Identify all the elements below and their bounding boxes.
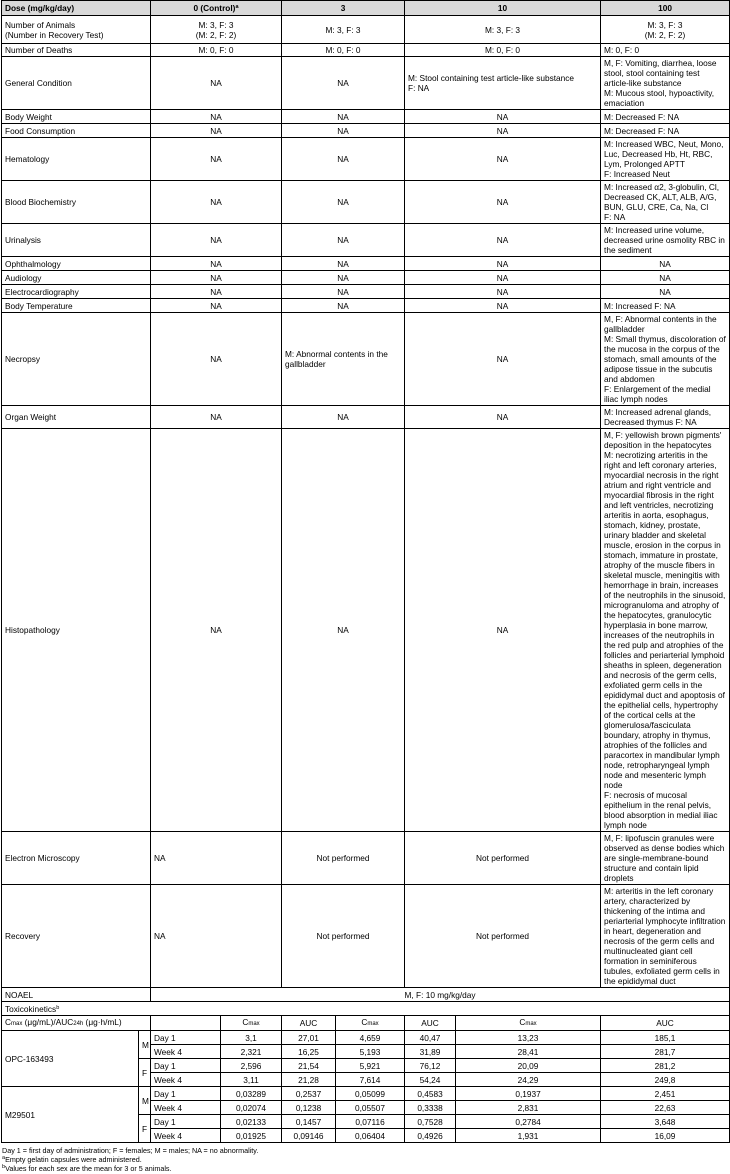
value-dose-100: M, F: Abnormal contents in the gallbladder M: Small thymus, discoloration of the mucosa in the corpus of the stomach, small amounts of the adipose tissue in the subcutis and abdomen F: Enlargement of the medial iliac lymph nodes — [601, 313, 730, 406]
tk-blank-cell — [151, 1016, 221, 1031]
tk-value: 5,921 — [336, 1059, 405, 1073]
row-necropsy — [2, 313, 730, 406]
row-label: Body Temperature — [2, 299, 151, 313]
tk-value: 4,659 — [336, 1031, 405, 1045]
row-em — [2, 832, 730, 885]
tk-value: 2,451 — [601, 1087, 730, 1101]
value-dose-3: NA — [282, 271, 405, 285]
row-label: Food Consumption — [2, 124, 151, 138]
header-dose-100: 100 — [601, 1, 730, 16]
value-dose-0: NA — [151, 138, 282, 181]
tk-value: 0,1238 — [282, 1101, 336, 1115]
tk-value: 13,23 — [456, 1031, 601, 1045]
tk-value: 1,931 — [456, 1129, 601, 1143]
timepoint-label: Week 4 — [151, 1129, 221, 1143]
tk-value: 76,12 — [405, 1059, 456, 1073]
sex-label: F — [139, 1115, 151, 1143]
compound-name: OPC-163493 — [2, 1031, 139, 1087]
tk-value: 54,24 — [405, 1073, 456, 1087]
timepoint-label: Week 4 — [151, 1045, 221, 1059]
tk-value: 20,09 — [456, 1059, 601, 1073]
tk-value: 249,8 — [601, 1073, 730, 1087]
tk-value: 0,2537 — [282, 1087, 336, 1101]
value-dose-10: Not performed — [405, 885, 601, 988]
value-dose-100: NA — [601, 271, 730, 285]
header-row — [2, 1, 730, 16]
value-dose-10: NA — [405, 313, 601, 406]
value-dose-0: NA — [151, 224, 282, 257]
value-dose-100: NA — [601, 285, 730, 299]
value-dose-100: M: 3, F: 3 (M: 2, F: 2) — [601, 16, 730, 44]
tk-cmax-header: Cmax — [456, 1016, 601, 1031]
tk-value: 40,47 — [405, 1031, 456, 1045]
row-label: NOAEL — [2, 988, 151, 1002]
tk-value: 0,06404 — [336, 1129, 405, 1143]
toxicokinetics-title: Toxicokinetics$^b$ — [2, 1002, 730, 1016]
tk-value: 0,4583 — [405, 1087, 456, 1101]
value-dose-100: M: arteritis in the left coronary artery, characterized by thickening of the intima and periarterial lymphocyte infiltration in heart, degeneration and necrosis of the germ cells and multinucleated giant cell formation in seminiferous tubules, exfoliated germ cells in the epididymal duct — [601, 885, 730, 988]
footnote-2: $^a$Empty gelatin capsules were administered. — [2, 1155, 142, 1165]
row-animals — [2, 16, 730, 44]
value-dose-10: NA — [405, 181, 601, 224]
row-label: Ophthalmology — [2, 257, 151, 271]
value-dose-0: NA — [151, 429, 282, 832]
tk-value: 0,3338 — [405, 1101, 456, 1115]
value-dose-3: NA — [282, 181, 405, 224]
value-dose-0: NA — [151, 257, 282, 271]
value-dose-100: M: Increased F: NA — [601, 299, 730, 313]
value-dose-10: NA — [405, 285, 601, 299]
tk-value: 3,1 — [221, 1031, 282, 1045]
value-dose-100: M: 0, F: 0 — [601, 44, 730, 57]
row-label: Body Weight — [2, 110, 151, 124]
tk-value: 16,09 — [601, 1129, 730, 1143]
tk-value: 0,01925 — [221, 1129, 282, 1143]
footnote-1: Day 1 = first day of administration; F = females; M = males; NA = no abnormality. — [2, 1146, 259, 1155]
row-label: Number of Deaths — [2, 44, 151, 57]
row-label: Urinalysis — [2, 224, 151, 257]
tk-value: 0,05507 — [336, 1101, 405, 1115]
value-dose-10: NA — [405, 271, 601, 285]
value-dose-10: M: 3, F: 3 — [405, 16, 601, 44]
row-deaths — [2, 44, 730, 57]
tk-value: 0,1457 — [282, 1115, 336, 1129]
tk-cmax-header: Cmax — [336, 1016, 405, 1031]
noael-value: M, F: 10 mg/kg/day — [151, 988, 730, 1002]
tk-value: 2,831 — [456, 1101, 601, 1115]
row-food — [2, 124, 730, 138]
value-dose-10: NA — [405, 257, 601, 271]
timepoint-label: Day 1 — [151, 1031, 221, 1045]
value-dose-3: NA — [282, 406, 405, 429]
tk-value: 0,03289 — [221, 1087, 282, 1101]
tk-value: 0,02133 — [221, 1115, 282, 1129]
footnotes — [2, 1146, 730, 1174]
tk-value: 24,29 — [456, 1073, 601, 1087]
header-dose-3: 3 — [282, 1, 405, 16]
value-dose-3: M: Abnormal contents in the gallbladder — [282, 313, 405, 406]
value-dose-0: NA — [151, 406, 282, 429]
row-biochem — [2, 181, 730, 224]
header-dose-10: 10 — [405, 1, 601, 16]
value-dose-0: NA — [151, 110, 282, 124]
value-dose-0: NA — [151, 57, 282, 110]
tk-value: 0,02074 — [221, 1101, 282, 1115]
value-dose-100: M: Increased urine volume, decreased urine osmolity RBC in the sediment — [601, 224, 730, 257]
timepoint-label: Day 1 — [151, 1115, 221, 1129]
value-dose-10: NA — [405, 138, 601, 181]
row-urine — [2, 224, 730, 257]
value-dose-100: M: Increased WBC, Neut, Mono, Luc, Decreased Hb, Ht, RBC, Lym, Prolonged APTT F: Increased Neut — [601, 138, 730, 181]
value-dose-100: M: Decreased F: NA — [601, 110, 730, 124]
row-recovery — [2, 885, 730, 988]
value-dose-0: NA — [151, 124, 282, 138]
timepoint-label: Day 1 — [151, 1059, 221, 1073]
timepoint-label: Week 4 — [151, 1101, 221, 1115]
row-general — [2, 57, 730, 110]
value-dose-3: Not performed — [282, 885, 405, 988]
value-dose-10: NA — [405, 224, 601, 257]
value-dose-3: NA — [282, 285, 405, 299]
header-dose-label: Dose (mg/kg/day) — [2, 1, 151, 16]
tk-value: 0,2784 — [456, 1115, 601, 1129]
row-label: Number of Animals (Number in Recovery Test) — [2, 16, 151, 44]
value-dose-3: NA — [282, 429, 405, 832]
tk-value: 31,89 — [405, 1045, 456, 1059]
tk-value: 16,25 — [282, 1045, 336, 1059]
tk-value: 0,09146 — [282, 1129, 336, 1143]
row-ecg — [2, 285, 730, 299]
tk-value: 5,193 — [336, 1045, 405, 1059]
value-dose-100: M: Decreased F: NA — [601, 124, 730, 138]
row-temp — [2, 299, 730, 313]
compound-name: M29501 — [2, 1087, 139, 1143]
tk-value: 185,1 — [601, 1031, 730, 1045]
value-dose-10: M: Stool containing test article-like substance F: NA — [405, 57, 601, 110]
value-dose-100: M: Increased α2, 3-globulin, Cl, Decreased CK, ALT, ALB, A/G, BUN, GLU, CRE, Ca, Na, Cl F: NA — [601, 181, 730, 224]
tk-row — [2, 1031, 730, 1045]
row-label: Necropsy — [2, 313, 151, 406]
timepoint-label: Week 4 — [151, 1073, 221, 1087]
row-label: Electrocardiography — [2, 285, 151, 299]
row-label: General Condition — [2, 57, 151, 110]
tk-cmax-header: Cmax — [221, 1016, 282, 1031]
value-dose-3: M: 0, F: 0 — [282, 44, 405, 57]
value-dose-10: Not performed — [405, 832, 601, 885]
tk-value: 281,2 — [601, 1059, 730, 1073]
value-dose-10: NA — [405, 406, 601, 429]
value-dose-3: Not performed — [282, 832, 405, 885]
value-dose-0: NA — [151, 285, 282, 299]
header-dose-0: 0 (Control)$^a$ — [151, 1, 282, 16]
row-organ — [2, 406, 730, 429]
row-label: Blood Biochemistry — [2, 181, 151, 224]
tk-auc-header: AUC — [282, 1016, 336, 1031]
tk-row — [2, 1087, 730, 1101]
tk-value: 0,05099 — [336, 1087, 405, 1101]
tk-value: 21,28 — [282, 1073, 336, 1087]
value-dose-0: NA — [151, 313, 282, 406]
tk-value: 3,11 — [221, 1073, 282, 1087]
footnote-3: $^b$Values for each sex are the mean for 3 or 5 animals. — [2, 1164, 172, 1174]
sex-label: M — [139, 1087, 151, 1115]
row-hema — [2, 138, 730, 181]
value-dose-3: M: 3, F: 3 — [282, 16, 405, 44]
value-dose-0: NA — [151, 271, 282, 285]
toxicity-table — [1, 0, 730, 1143]
sex-label: M — [139, 1031, 151, 1059]
value-dose-0: M: 0, F: 0 — [151, 44, 282, 57]
value-dose-3: NA — [282, 138, 405, 181]
value-dose-10: NA — [405, 124, 601, 138]
value-dose-100: NA — [601, 257, 730, 271]
tk-value: 0,7528 — [405, 1115, 456, 1129]
row-label: Audiology — [2, 271, 151, 285]
value-dose-0: NA — [151, 885, 282, 988]
tk-auc-header: AUC — [405, 1016, 456, 1031]
value-dose-10: NA — [405, 429, 601, 832]
value-dose-3: NA — [282, 124, 405, 138]
value-dose-0: NA — [151, 181, 282, 224]
tk-units-label: Cmax (μg/mL)/AUC24h (μg·h/mL) — [2, 1016, 151, 1031]
row-label: Hematology — [2, 138, 151, 181]
value-dose-3: NA — [282, 224, 405, 257]
tk-value: 7,614 — [336, 1073, 405, 1087]
value-dose-3: NA — [282, 110, 405, 124]
row-label: Organ Weight — [2, 406, 151, 429]
row-tk-title — [2, 1002, 730, 1016]
row-label: Electron Microscopy — [2, 832, 151, 885]
tk-value: 21,54 — [282, 1059, 336, 1073]
tk-value: 0,4926 — [405, 1129, 456, 1143]
value-dose-100: M, F: yellowish brown pigments' deposition in the hepatocytes M: necrotizing arteritis in the right and left coronary arteries, myocardial necrosis in the right atrium and right ventricle and myocardial fibrosis in the right and left ventricles, necrotizing arteritis in aorta, esophagus, stomach, kidney, prostate, urinary bladder and skeletal muscle, erosion in the corpus in stomach, immature in prostate, atrophy of the muscle fibers in skeletal muscle, meningitis with hemorrhage in brain, increases of the neutrophils in the sinusoid, microgranuloma and atrophy of the hepatocytes, granulocytic hyperplasia in bone marrow, increases of the neutrophils in the red pulp and atrophies of the follicles and periarterial lymphoid sheaths in spleen, degeneration and necrosis of the germ cells, exfoliated germ cells in the epididymal duct and apoptosis of the epithelial cells, hypertrophy of the cortical cells at the glomerulosa/fasciculata boundary, atrophy in thymus, atrophies of the follicles and paracortex in mandibular lymph node, retropharyngeal lymph node and mesenteric lymph node F: necrosis of mucosal epithelium in the renal pelvis, blood absorption in medial iliac lymph node — [601, 429, 730, 832]
value-dose-0: NA — [151, 832, 282, 885]
tk-value: 22,63 — [601, 1101, 730, 1115]
value-dose-0: M: 3, F: 3 (M: 2, F: 2) — [151, 16, 282, 44]
value-dose-10: M: 0, F: 0 — [405, 44, 601, 57]
value-dose-100: M, F: lipofuscin granules were observed as dense bodies which are single-membrane-bound structure and contain lipid droplets — [601, 832, 730, 885]
row-tk-header — [2, 1016, 730, 1031]
value-dose-3: NA — [282, 257, 405, 271]
value-dose-0: NA — [151, 299, 282, 313]
row-ophth — [2, 257, 730, 271]
row-label: Histopathology — [2, 429, 151, 832]
tk-value: 0,1937 — [456, 1087, 601, 1101]
tk-value: 27,01 — [282, 1031, 336, 1045]
sex-label: F — [139, 1059, 151, 1087]
value-dose-10: NA — [405, 110, 601, 124]
value-dose-10: NA — [405, 299, 601, 313]
value-dose-100: M: Increased adrenal glands, Decreased thymus F: NA — [601, 406, 730, 429]
value-dose-100: M, F: Vomiting, diarrhea, loose stool, stool containing test article-like substance M: Mucous stool, hypoactivity, emaciation — [601, 57, 730, 110]
tk-value: 0,07116 — [336, 1115, 405, 1129]
row-noael — [2, 988, 730, 1002]
timepoint-label: Day 1 — [151, 1087, 221, 1101]
tk-value: 2,321 — [221, 1045, 282, 1059]
tk-value: 281,7 — [601, 1045, 730, 1059]
tk-value: 28,41 — [456, 1045, 601, 1059]
row-bw — [2, 110, 730, 124]
tk-value: 3,648 — [601, 1115, 730, 1129]
row-label: Recovery — [2, 885, 151, 988]
value-dose-3: NA — [282, 57, 405, 110]
tk-value: 2,596 — [221, 1059, 282, 1073]
row-histo — [2, 429, 730, 832]
row-audio — [2, 271, 730, 285]
tk-auc-header: AUC — [601, 1016, 730, 1031]
value-dose-3: NA — [282, 299, 405, 313]
